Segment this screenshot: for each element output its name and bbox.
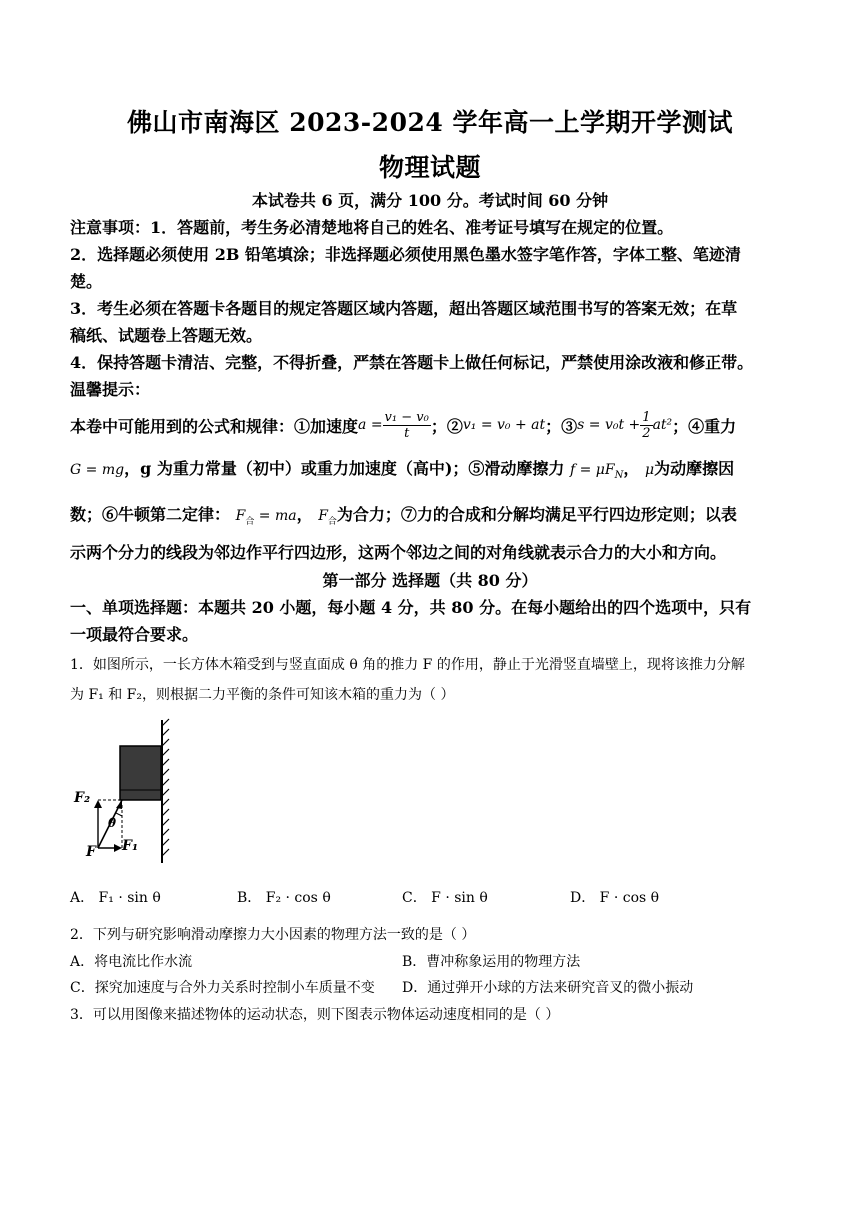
friction-sub: N (614, 470, 624, 482)
net-force-symbol: F (235, 508, 246, 524)
disp-eq-part1: s = v₀t + (577, 417, 641, 433)
q2-option-b[interactable]: B．曹冲称象运用的物理方法 (402, 954, 581, 970)
friction-eq: f = μF (569, 462, 615, 478)
note-line-3: 楚。 (70, 272, 103, 291)
q2-option-d[interactable]: D．通过弹开小球的方法来研究音叉的微小振动 (402, 980, 694, 996)
q1-option-a[interactable]: A． F₁ · sin θ (70, 890, 161, 906)
f1-label: F₁ (122, 838, 139, 854)
formula-text-3b: ， (296, 505, 313, 524)
note-line-5: 稿纸、试题卷上答题无效。 (70, 326, 263, 345)
box-wall-figure (72, 718, 182, 868)
acc-lhs: a = (358, 417, 383, 433)
formula-text-2b: ， (623, 459, 640, 478)
formula-line-4: 示两个分力的线段为邻边作平行四边形，这两个邻边之间的对角线就表示合力的大小和方向。 (70, 543, 727, 562)
question-2: 2．下列与研究影响滑动摩擦力大小因素的物理方法一致的是（ ） (70, 927, 476, 943)
tips-heading: 温馨提示： (70, 380, 151, 399)
note-line-1: 注意事项：1．答题前，考生务必清楚地将自己的姓名、准考证号填写在规定的位置。 (70, 218, 674, 237)
newton-eq: = ma (254, 508, 297, 524)
exam-info: 本试卷共 6 页，满分 100 分。考试时间 60 分钟 (251, 191, 609, 210)
page-subtitle: 物理试题 (378, 153, 481, 182)
half-denominator: 2 (642, 425, 651, 441)
disp-eq-part2: at² (652, 417, 673, 433)
formula-text-2c: 为动摩擦因 (654, 459, 735, 478)
note-line-2: 2．选择题必须使用 2B 铅笔填涂；非选择题必须使用黑色墨水签字笔作答，字体工整、笔迹清 (70, 245, 741, 264)
q1-option-c[interactable]: C． F · sin θ (402, 890, 488, 906)
formula-line-3 (70, 502, 800, 527)
formula-text-3a: 数；⑥牛顿第二定律： (70, 505, 231, 524)
mu-symbol: μ (644, 462, 655, 478)
q1-option-d[interactable]: D． F · cos θ (570, 890, 660, 906)
acc-denominator: t (404, 425, 410, 441)
f2-label: F₂ (74, 790, 91, 806)
acc-fraction (383, 410, 431, 441)
acc-numerator: v₁ − v₀ (384, 409, 429, 425)
page-title: 佛山市南海区 2023-2024 学年高一上学期开学测试 (127, 108, 733, 137)
note-line-4: 3．考生必须在答题卡各题目的规定答题区域内答题，超出答题区域范围书写的答案无效；在草 (70, 299, 738, 318)
q2-option-a[interactable]: A．将电流比作水流 (70, 954, 193, 970)
gravity-eq: G = mg (70, 462, 125, 478)
note-line-6: 4．保持答题卡清洁、完整，不得折叠，严禁在答题卡上做任何标记，严禁使用涂改液和修正带。 (70, 353, 754, 372)
question-3: 3．可以用图像来描述物体的运动状态，则下图表示物体运动速度相同的是（ ） (70, 1007, 560, 1023)
net-force-sub-2: 合 (327, 517, 337, 528)
q2-option-c[interactable]: C．探究加速度与合外力关系时控制小车质量不变 (70, 980, 375, 996)
formula-text-3c: 为合力；⑦力的合成和分解均满足平行四边形定则；以表 (336, 505, 737, 524)
question-1-line-1: 1．如图所示，一长方体木箱受到与竖直面成 θ 角的推力 F 的作用，静止于光滑竖直墙壁上，现将该推力分解 (70, 657, 745, 673)
half-numerator: 1 (642, 409, 651, 425)
formula-sep-2: ；② (430, 416, 463, 436)
formula-intro: 本卷中可能用到的公式和规律：①加速度 (70, 416, 359, 436)
formula-text-2a: ，g 为重力常量（初中）或重力加速度（高中)；⑤滑动摩擦力 (124, 459, 565, 478)
theta-label: θ (108, 816, 117, 830)
formula-sep-3: ；③ (545, 416, 578, 436)
part-title: 第一部分 选择题（共 80 分） (322, 571, 538, 590)
section-desc-2: 一项最符合要求。 (70, 625, 199, 644)
half-fraction (640, 410, 652, 441)
net-force-symbol-2: F (318, 508, 328, 524)
velocity-eq: v₁ = v₀ + at (462, 417, 546, 433)
f-label: F (86, 844, 96, 860)
formula-line-2 (70, 456, 800, 481)
net-force-sub: 合 (245, 517, 255, 528)
question-1-line-2: 为 F₁ 和 F₂，则根据二力平衡的条件可知该木箱的重力为（ ） (70, 687, 455, 703)
formula-sep-4: ；④重力 (672, 416, 737, 436)
section-desc-1: 一、单项选择题：本题共 20 小题，每小题 4 分，共 80 分。在每小题给出的四个选项中，只有 (70, 598, 752, 617)
formula-line-1 (70, 405, 800, 445)
q1-option-b[interactable]: B． F₂ · cos θ (237, 890, 331, 906)
